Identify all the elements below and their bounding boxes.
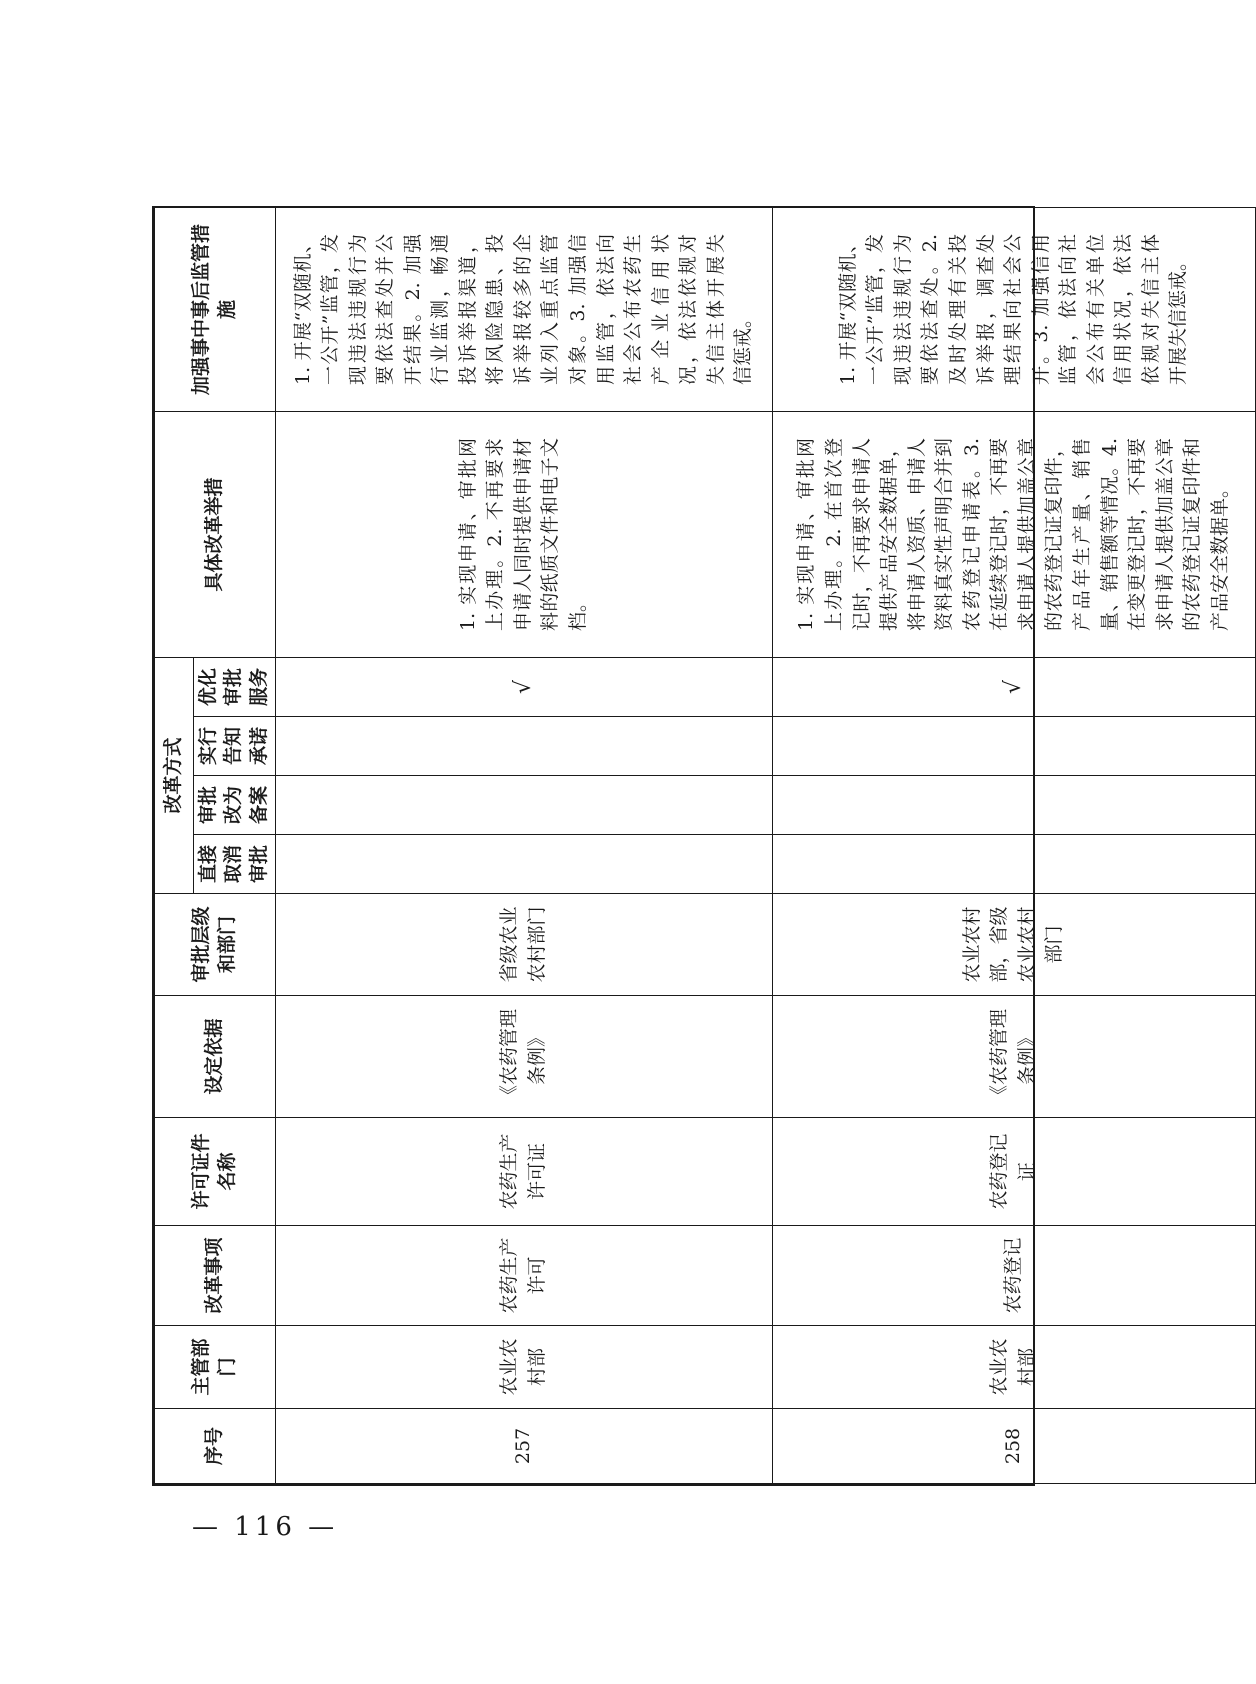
row-basis: 《农药管理条例》 (772, 996, 1255, 1118)
rotated-table-container (154, 208, 1231, 1484)
row-supervision: 1. 开展“双随机、一公开”监管，发现违法违规行为要依法查处。2. 及时处理有关投诉举报，调查处理结果向社会公开。3. 加强信用监管，依法向社会公布有关单位信用状况，依法依规对失信主体开展失信惩戒。 (772, 207, 1255, 411)
row-seq: 258 (772, 1409, 1255, 1484)
table-row (772, 207, 1255, 1483)
row-mode-notify (275, 717, 772, 776)
check-icon: √ (1000, 679, 1026, 695)
header-mode-notify: 实行告知承诺 (193, 717, 275, 776)
row-mode-notify (772, 717, 1255, 776)
row-level: 农业农村部，省级农业农村部门 (772, 894, 1255, 996)
page-dash-right: — (308, 1512, 339, 1542)
row-seq: 257 (275, 1409, 772, 1484)
row-item: 农药登记 (772, 1226, 1255, 1326)
header-supervision: 加强事中事后监管措施 (155, 207, 276, 411)
row-basis: 《农药管理条例》 (275, 996, 772, 1118)
page-number-text: 116 (234, 1512, 296, 1542)
row-mode-record (275, 776, 772, 835)
row-measures: 1. 实现申请、审批网上办理。2. 不再要求申请人同时提供申请材料的纸质文件和电子文档。 (275, 411, 772, 657)
row-license: 农药生产许可证 (275, 1118, 772, 1226)
row-license: 农药登记证 (772, 1118, 1255, 1226)
row-supervision: 1. 开展“双随机、一公开”监管，发现违法违规行为要依法查处并公开结果。2. 加强行业监测，畅通投诉举报渠道，将风险隐患、投诉举报较多的企业列入重点监管对象。3. 加强信用监管，依法向社会公布农药生产企业信用状况，依法依规对失信主体开展失信惩戒。 (275, 207, 772, 411)
row-mode-cancel (772, 835, 1255, 894)
header-dept: 主管部门 (155, 1326, 276, 1409)
row-mode-optimize (772, 657, 1255, 716)
header-mode-optimize: 优化审批服务 (193, 657, 275, 716)
row-mode-optimize (275, 657, 772, 716)
header-item: 改革事项 (155, 1226, 276, 1326)
header-row-top (155, 207, 194, 1483)
row-mode-record (772, 776, 1255, 835)
header-basis: 设定依据 (155, 996, 276, 1118)
header-mode-cancel: 直接取消审批 (193, 835, 275, 894)
check-icon: √ (510, 679, 536, 695)
row-level: 省级农业农村部门 (275, 894, 772, 996)
reform-table (154, 207, 1256, 1484)
header-mode-record: 审批改为备案 (193, 776, 275, 835)
page-number (192, 1512, 338, 1542)
header-level: 审批层级和部门 (155, 894, 276, 996)
header-measures: 具体改革举措 (155, 411, 276, 657)
row-dept: 农业农村部 (772, 1326, 1255, 1409)
header-license: 许可证件名称 (155, 1118, 276, 1226)
table-row (275, 207, 772, 1483)
header-mode: 改革方式 (155, 657, 194, 893)
row-dept: 农业农村部 (275, 1326, 772, 1409)
page-dash-left: — (192, 1512, 222, 1542)
row-measures: 1. 实现申请、审批网上办理。2. 在首次登记时，不再要求申请人提供产品安全数据单，将申请人资质、申请人资料真实性声明合并到农药登记申请表。3. 在延续登记时，不再要求申请人提供加盖公章的农药登记证复印件，产品年生产量、销售量、销售额等情况。4. 在变更登记时，不再要求申请人提供加盖公章的农药登记证复印件和产品安全数据单。 (772, 411, 1255, 657)
reform-table-frame (152, 206, 1231, 1486)
header-seq: 序号 (155, 1409, 276, 1484)
row-item: 农药生产许可 (275, 1226, 772, 1326)
row-mode-cancel (275, 835, 772, 894)
